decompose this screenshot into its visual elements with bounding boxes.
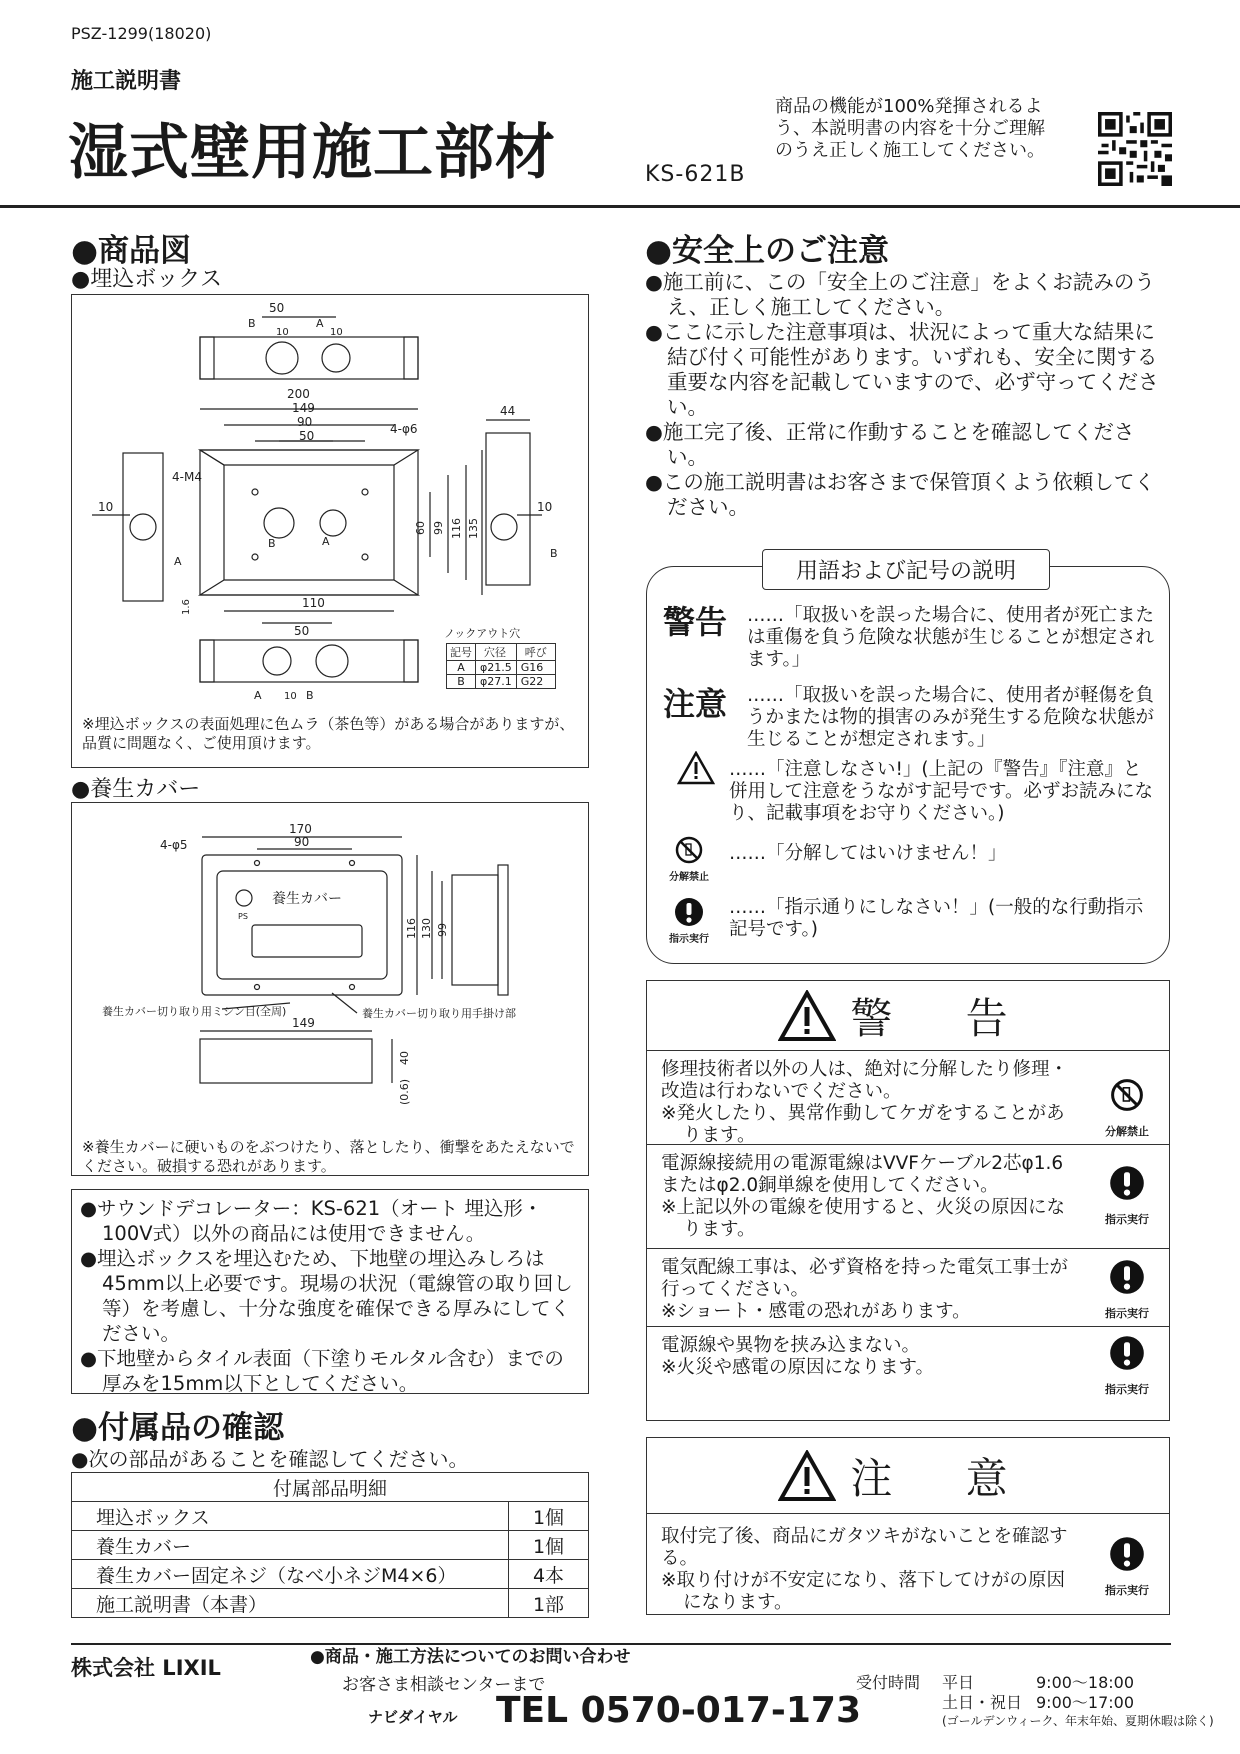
caution-sub: ※取り付けが不安定になり、落下してけがの原因になります。 (661, 1570, 1066, 1613)
nodisassemble-symbol (669, 835, 709, 883)
warning-cell (647, 1145, 1169, 1249)
box-diagram (72, 295, 590, 769)
warning-text: 電源線接続用の電源電線はVVFケーブル2芯φ1.6またはφ2.0銅単線を使用してください。 (661, 1153, 1064, 1196)
weekend-label: 土日・祝日 (942, 1693, 1023, 1712)
instruction-icon (1109, 1165, 1145, 1201)
phi6-label: 4-φ6 (390, 422, 418, 436)
dim-200: 200 (287, 387, 310, 401)
instruction-icon (1109, 1335, 1145, 1371)
cover-perf-label: 養生カバー切り取り用ミシン目(全周) (102, 1005, 287, 1018)
dim-10-right: 10 (537, 500, 553, 514)
no-disassemble-icon (674, 835, 704, 865)
model-number: KS-621B (645, 162, 746, 187)
cover-dim-90: 90 (294, 835, 310, 849)
dim-10a: 10 (276, 327, 289, 338)
dim-44: 44 (500, 404, 516, 418)
dim-149: 149 (292, 401, 315, 415)
knockout-cell: G22 (516, 675, 555, 689)
instruction-symbol (1105, 1165, 1149, 1231)
header-rule (0, 205, 1240, 208)
symbol-label: 指示実行 (1105, 1213, 1149, 1226)
accessory-name: 養生カバー固定ネジ（なべ小ネジM4×6） (72, 1560, 509, 1589)
accessories-heading: ●付属品の確認 (71, 1410, 285, 1446)
term-caution-key: 注意 (663, 685, 728, 723)
cover-tab-label: 養生カバー切り取り用手掛け部 (362, 1007, 516, 1020)
accessory-qty: 1部 (509, 1589, 589, 1618)
dim-90: 90 (297, 415, 313, 429)
intro-text: 商品の機能が100%発揮されるよう、本説明書の内容を十分ご理解のうえ正しく施工してください。 (775, 96, 1045, 161)
term-instruction-text: ……「指示通りにしなさい！」(一般的な行動指示記号です。) (729, 897, 1144, 940)
dim-116: 116 (450, 518, 463, 539)
table-row (72, 1531, 589, 1560)
cover-diagram-frame (71, 802, 589, 1176)
term-warning-text: ……「取扱いを誤った場合に、使用者が死亡または重傷を負う危険な状態が生じることが想定されます。」 (747, 605, 1155, 670)
terms-title: 用語および記号の説明 (762, 549, 1050, 590)
warning-triangle-icon (677, 751, 715, 785)
qr-code-icon[interactable] (1098, 112, 1172, 186)
cover-dim-99: 99 (436, 923, 449, 937)
cover-heading: ●養生カバー (71, 777, 201, 802)
caution-box (646, 1437, 1170, 1615)
company-name: 株式会社 LIXIL (71, 1656, 221, 1680)
lbl-a-left: A (174, 555, 182, 568)
term-caution-text: ……「取扱いを誤った場合に、使用者が軽傷を負うかまたは物的損害のみが発生する危険な状態が生じることが想定されます。」 (747, 685, 1155, 750)
safety-item: ●施工完了後、正常に作動することを確認してください。 (645, 420, 1135, 469)
instruction-symbol (1105, 1536, 1149, 1602)
symbol-label: 指示実行 (1105, 1383, 1149, 1396)
warning-sub: ※上記以外の電線を使用すると、火災の原因になります。 (661, 1197, 1066, 1240)
accessory-qty: 1個 (509, 1531, 589, 1560)
terms-box (646, 559, 1170, 964)
knockout-cell: G16 (516, 661, 555, 675)
doc-type: 施工説明書 (71, 69, 182, 94)
dim-10-left: 10 (98, 500, 114, 514)
no-disassemble-icon (1109, 1077, 1145, 1113)
cover-dim-149: 149 (292, 1016, 315, 1030)
lbl-b-bottom: B (306, 689, 314, 702)
dim-110: 110 (302, 596, 325, 610)
knockout-header: 呼び (516, 644, 555, 661)
cover-dim-0-6: (0.6) (398, 1078, 411, 1105)
instruction-label: 指示実行 (669, 934, 709, 945)
caution-triangle-icon (778, 1450, 836, 1502)
term-triangle-text: ……「注意しなさい!」(上記の『警告』『注意』と併用して注意をうながす記号です。必ずお読みになり、記載事項をお守りください。) (729, 759, 1154, 824)
phone-number[interactable]: TEL 0570-017-173 (496, 1690, 861, 1731)
usage-note: ●埋込ボックスを埋込むため、下地壁の埋込みしろは45mm以上必要です。現場の状況（電線管の取り回し等）を考慮し、十分な強度を確保できる厚みにしてください。 (80, 1247, 573, 1345)
box-heading: ●埋込ボックス (71, 267, 222, 292)
warning-title: 警 告 (850, 993, 1038, 1043)
warning-box (646, 980, 1170, 1421)
caution-cell (647, 1514, 1169, 1614)
accessory-qty: 4本 (509, 1560, 589, 1589)
cover-ps-mark: PS (238, 912, 248, 921)
knockout-cell: A (447, 661, 476, 675)
instruction-symbol (1105, 1335, 1149, 1401)
accessories-table-title: 付属部品明細 (72, 1473, 589, 1502)
knockout-cell: φ27.1 (476, 675, 517, 689)
nodisassemble-label: 分解禁止 (669, 872, 709, 883)
accessory-qty: 1個 (509, 1502, 589, 1531)
weekday-hours: 9:00〜18:00 (1036, 1673, 1135, 1692)
dim-135: 135 (467, 518, 480, 539)
dim-1-6: 1.6 (181, 599, 192, 615)
lbl-b-right: B (550, 547, 558, 560)
m4-label: 4-M4 (172, 470, 202, 484)
instruction-symbol (1105, 1259, 1149, 1325)
instruction-icon (674, 897, 704, 927)
instruction-icon (1109, 1259, 1145, 1295)
nodisassemble-symbol (1105, 1077, 1149, 1143)
hours-label: 受付時間 (856, 1673, 921, 1692)
safety-item: ●この施工説明書はお客さまで保管頂くよう依頼してください。 (645, 470, 1155, 519)
inquiry-label: ●商品・施工方法についてのお問い合わせ (310, 1647, 631, 1667)
box-diagram-frame (71, 294, 589, 768)
product-heading: ●商品図 (71, 233, 192, 269)
cover-dim-116: 116 (405, 918, 418, 939)
box-note: ※埋込ボックスの表面処理に色ムラ（茶色等）がある場合がありますが、品質に問題なく、ご使用頂けます。 (82, 715, 575, 752)
table-row (72, 1589, 589, 1618)
warning-sub: ※ショート・感電の恐れがあります。 (661, 1301, 971, 1322)
cover-label: 養生カバー (272, 891, 342, 907)
term-nodisassemble-text: ……「分解してはいけません！」 (729, 843, 1007, 864)
accessory-name: 埋込ボックス (72, 1502, 509, 1531)
warning-cell (647, 1327, 1169, 1401)
knockout-title: ノックアウト穴 (444, 627, 521, 640)
dim-99: 99 (432, 521, 445, 535)
symbol-label: 指示実行 (1105, 1307, 1149, 1320)
warning-sub: ※発火したり、異常作動してケガをすることがあります。 (661, 1103, 1065, 1146)
dim-60: 60 (414, 521, 427, 535)
dim-50a: 50 (269, 301, 285, 315)
knockout-cell: B (447, 675, 476, 689)
dim-50c: 50 (294, 624, 310, 638)
consult-center: お客さま相談センターまで (342, 1675, 546, 1695)
accessories-table (71, 1472, 589, 1618)
warning-triangle-icon (778, 990, 836, 1042)
safety-item: ●施工前に、この「安全上のご注意」をよくお読みのうえ、正しく施工してください。 (645, 270, 1155, 319)
safety-item: ●ここに示した注意事項は、状況によって重大な結果に結び付く可能性があります。いずれも、安全に関する重要な内容を記載していますので、必ず守ってください。 (645, 320, 1159, 419)
dim-50b: 50 (299, 429, 315, 443)
cover-dim-170: 170 (289, 822, 312, 836)
accessory-name: 養生カバー (72, 1531, 509, 1560)
table-row (72, 1560, 589, 1589)
weekend-hours: 9:00〜17:00 (1036, 1693, 1135, 1712)
knockout-table (446, 643, 556, 689)
page-title: 湿式壁用施工部材 (68, 118, 556, 188)
warning-sub: ※火災や感電の原因になります。 (661, 1357, 935, 1378)
symbol-label: 指示実行 (1105, 1584, 1149, 1597)
warning-text: 電気配線工事は、必ず資格を持った電気工事士が行ってください。 (661, 1257, 1069, 1300)
cover-note: ※養生カバーに硬いものをぶつけたり、落としたり、衝撃をあたえないでください。破損する恐れがあります。 (82, 1138, 575, 1175)
symbol-label: 分解禁止 (1105, 1125, 1149, 1138)
weekday-label: 平日 (942, 1673, 975, 1692)
usage-notes (71, 1189, 589, 1394)
cover-phi5: 4-φ5 (160, 838, 188, 852)
safety-list (645, 270, 1170, 520)
warning-text: 修理技術者以外の人は、絶対に分解したり修理・改造は行わないでください。 (661, 1059, 1069, 1102)
instruction-icon (1109, 1536, 1145, 1572)
warning-cell (647, 1051, 1169, 1145)
lbl-b-top: B (248, 317, 256, 330)
accessories-subheading: ●次の部品があることを確認してください。 (71, 1447, 469, 1471)
lbl-b-front: B (268, 537, 276, 550)
knockout-header: 穴径 (476, 644, 517, 661)
usage-note: ●下地壁からタイル表面（下塗りモルタル含む）までの厚みを15mm以下としてください。 (80, 1347, 564, 1395)
warning-cell (647, 1249, 1169, 1327)
term-warning-key: 警告 (663, 603, 728, 641)
instruction-symbol (669, 897, 709, 945)
cover-dim-40: 40 (398, 1051, 411, 1065)
knockout-header: 記号 (447, 644, 476, 661)
table-row (72, 1502, 589, 1531)
lbl-a-bottom: A (254, 689, 262, 702)
doc-code: PSZ-1299(18020) (71, 24, 212, 43)
knockout-cell: φ21.5 (476, 661, 517, 675)
usage-note: ●サウンドデコレーター：KS-621（オート 埋込形・100V式）以外の商品には使用できません。 (80, 1197, 543, 1245)
holiday-note: (ゴールデンウィーク、年末年始、夏期休暇は除く) (942, 1714, 1214, 1728)
accessory-name: 施工説明書（本書） (72, 1589, 509, 1618)
warning-text: 電源線や異物を挟み込まない。 (661, 1335, 921, 1356)
dim-10c: 10 (284, 691, 297, 702)
caution-title: 注 意 (850, 1453, 1038, 1503)
caution-text: 取付完了後、商品にガタツキがないことを確認する。 (661, 1526, 1068, 1569)
safety-heading: ●安全上のご注意 (645, 233, 890, 269)
lbl-a-top: A (316, 317, 324, 330)
dim-10b: 10 (330, 327, 343, 338)
caution-header (647, 1438, 1169, 1514)
warning-header (647, 981, 1169, 1051)
lbl-a-front: A (322, 535, 330, 548)
cover-diagram (72, 803, 590, 1177)
navi-dial-label: ナビダイヤル (368, 1708, 458, 1726)
cover-dim-130: 130 (420, 918, 433, 939)
